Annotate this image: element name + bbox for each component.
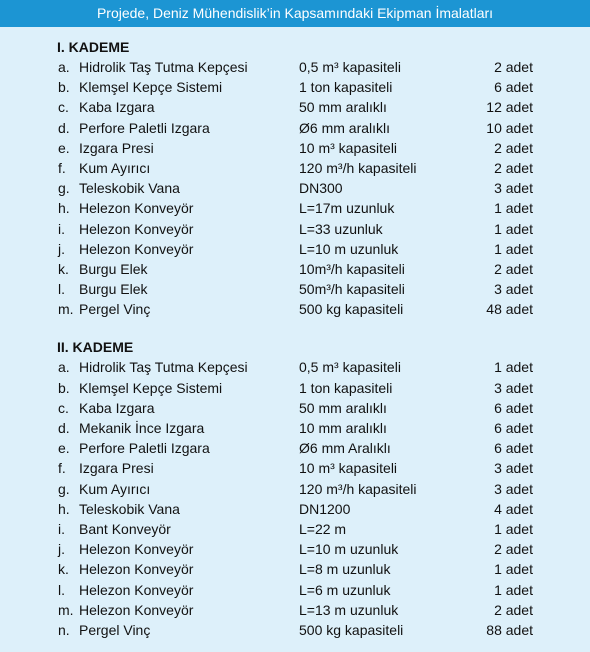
item-spec: Ø6 mm Aralıklı	[299, 440, 391, 457]
list-item	[57, 138, 533, 158]
item-spec: 10 m³ kapasiteli	[299, 139, 398, 156]
list-item	[57, 479, 533, 499]
list-item	[57, 357, 533, 377]
item-quantity: 3 adet	[494, 281, 533, 298]
item-quantity: 12 adet	[486, 99, 533, 116]
item-spec: Ø6 mm aralıklı	[299, 119, 391, 136]
item-name: Helezon Konveyör	[79, 200, 194, 217]
item-letter: i.	[58, 220, 65, 237]
item-quantity: 1 adet	[494, 240, 533, 257]
item-name: Kaba Izgara	[79, 399, 155, 416]
item-quantity: 1 adet	[494, 359, 533, 376]
item-spec: L=22 m	[299, 520, 347, 537]
item-spec: L=10 m uzunluk	[299, 240, 399, 257]
list-item	[57, 458, 533, 478]
item-quantity: 1 adet	[494, 520, 533, 537]
section-kademe-2	[57, 337, 590, 640]
section-title: I. KADEME	[57, 39, 130, 55]
item-name: Klemşel Kepçe Sistemi	[79, 79, 223, 96]
item-name: Helezon Konveyör	[79, 240, 194, 257]
item-name: Helezon Konveyör	[79, 220, 194, 237]
section-title: II. KADEME	[57, 339, 134, 356]
item-letter: i.	[58, 520, 65, 537]
item-quantity: 4 adet	[494, 500, 533, 517]
item-spec: L=33 uzunluk	[299, 220, 383, 237]
item-spec: 50m³/h kapasiteli	[299, 281, 405, 298]
list-item	[57, 77, 533, 97]
item-spec: L=8 m uzunluk	[299, 561, 391, 578]
item-spec: L=13 m uzunluk	[299, 601, 399, 618]
list-item	[57, 620, 533, 640]
item-spec: 0,5 m³ kapasiteli	[299, 59, 401, 75]
item-spec: 50 mm aralıklı	[299, 399, 387, 416]
item-letter: c.	[58, 99, 69, 116]
item-name: Mekanik İnce Izgara	[79, 420, 205, 436]
list-item	[57, 219, 533, 239]
item-letter: g.	[58, 480, 70, 497]
item-spec: 120 m³/h kapasiteli	[299, 159, 417, 176]
item-letter: l.	[58, 581, 65, 598]
list-item	[57, 57, 533, 77]
list-item	[57, 580, 533, 600]
item-name: Perfore Paletli Izgara	[79, 119, 210, 136]
list-item	[57, 438, 533, 458]
item-letter: n.	[58, 621, 70, 638]
list-item	[57, 259, 533, 279]
item-letter: b.	[58, 379, 70, 396]
list-item	[57, 239, 533, 259]
item-quantity: 3 adet	[494, 460, 533, 477]
item-letter: a.	[58, 59, 70, 75]
item-name: Helezon Konveyör	[79, 601, 194, 618]
item-quantity: 88 adet	[486, 621, 533, 638]
item-letter: l.	[58, 281, 65, 298]
item-letter: m.	[58, 601, 74, 618]
list-item	[57, 178, 533, 198]
list-item	[57, 539, 533, 559]
header-title: Projede, Deniz Mühendislik’in Kapsamındaki Ekipman İmalatları	[96, 5, 494, 21]
item-spec: L=17m uzunluk	[299, 200, 395, 217]
item-quantity: 2 adet	[494, 139, 533, 156]
item-letter: h.	[58, 200, 70, 217]
item-quantity: 6 adet	[494, 440, 533, 457]
item-quantity: 3 adet	[494, 480, 533, 497]
item-spec: L=10 m uzunluk	[299, 541, 399, 558]
item-name: Perfore Paletli Izgara	[79, 440, 210, 457]
list-item	[57, 378, 533, 398]
list-item	[57, 559, 533, 579]
item-letter: j.	[58, 240, 65, 257]
item-quantity: 1 adet	[494, 581, 533, 598]
item-name: Helezon Konveyör	[79, 581, 194, 598]
list-item	[57, 398, 533, 418]
item-letter: m.	[58, 301, 74, 318]
item-spec: 50 mm aralıklı	[299, 99, 387, 116]
item-quantity: 2 adet	[494, 601, 533, 618]
item-name: Klemşel Kepçe Sistemi	[79, 379, 223, 396]
item-letter: e.	[58, 139, 70, 156]
item-quantity: 1 adet	[494, 561, 533, 578]
item-quantity: 10 adet	[486, 119, 533, 136]
item-name: Izgara Presi	[79, 139, 154, 156]
item-letter: k.	[58, 260, 69, 277]
item-name: Hidrolik Taş Tutma Kepçesi	[79, 359, 248, 376]
item-spec: 1 ton kapasiteli	[299, 79, 393, 96]
item-name: Kaba Izgara	[79, 99, 155, 116]
item-quantity: 48 adet	[486, 301, 533, 318]
item-spec: L=6 m uzunluk	[299, 581, 391, 598]
item-spec: 500 kg kapasiteli	[299, 301, 404, 318]
item-quantity: 2 adet	[494, 541, 533, 558]
item-quantity: 3 adet	[494, 379, 533, 396]
item-letter: f.	[58, 460, 66, 477]
item-name: Kum Ayırıcı	[79, 480, 151, 497]
list-item	[57, 519, 533, 539]
item-name: Kum Ayırıcı	[79, 159, 151, 176]
item-name: Helezon Konveyör	[79, 541, 194, 558]
item-quantity: 2 adet	[494, 159, 533, 176]
item-letter: d.	[58, 420, 70, 436]
item-spec: 120 m³/h kapasiteli	[299, 480, 417, 497]
item-quantity: 2 adet	[494, 260, 533, 277]
list-item	[57, 198, 533, 218]
item-name: Hidrolik Taş Tutma Kepçesi	[79, 59, 248, 75]
item-name: Helezon Konveyör	[79, 561, 194, 578]
item-name: Burgu Elek	[79, 281, 148, 298]
item-quantity: 1 adet	[494, 220, 533, 237]
item-letter: f.	[58, 159, 66, 176]
item-name: Teleskobik Vana	[79, 500, 180, 517]
item-name: Pergel Vinç	[79, 301, 151, 318]
item-letter: e.	[58, 440, 70, 457]
item-letter: c.	[58, 399, 69, 416]
list-item	[57, 600, 533, 620]
item-letter: a.	[58, 359, 70, 376]
item-spec: DN300	[299, 180, 343, 197]
item-quantity: 3 adet	[494, 180, 533, 197]
item-letter: b.	[58, 79, 70, 96]
list-item	[57, 97, 533, 117]
item-quantity: 1 adet	[494, 200, 533, 217]
item-quantity: 6 adet	[494, 399, 533, 416]
section-kademe-1	[57, 37, 590, 319]
item-name: Burgu Elek	[79, 260, 148, 277]
list-item	[57, 418, 533, 438]
list-item	[57, 118, 533, 138]
item-name: Izgara Presi	[79, 460, 154, 477]
item-letter: g.	[58, 180, 70, 197]
item-quantity: 6 adet	[494, 420, 533, 436]
item-spec: 500 kg kapasiteli	[299, 621, 404, 638]
page-header	[0, 0, 590, 27]
item-name: Pergel Vinç	[79, 621, 151, 638]
item-letter: d.	[58, 119, 70, 136]
list-item	[57, 158, 533, 178]
item-spec: 10 mm aralıklı	[299, 420, 387, 436]
item-spec: 10 m³ kapasiteli	[299, 460, 398, 477]
item-spec: 10m³/h kapasiteli	[299, 260, 405, 277]
item-letter: j.	[58, 541, 65, 558]
list-item	[57, 299, 533, 319]
item-quantity: 2 adet	[494, 59, 533, 75]
item-letter: h.	[58, 500, 70, 517]
item-letter: k.	[58, 561, 69, 578]
item-name: Bant Konveyör	[79, 520, 171, 537]
item-name: Teleskobik Vana	[79, 180, 180, 197]
item-spec: 0,5 m³ kapasiteli	[299, 359, 401, 376]
list-item	[57, 499, 533, 519]
item-spec: 1 ton kapasiteli	[299, 379, 393, 396]
list-item	[57, 279, 533, 299]
item-spec: DN1200	[299, 500, 351, 517]
item-quantity: 6 adet	[494, 79, 533, 96]
